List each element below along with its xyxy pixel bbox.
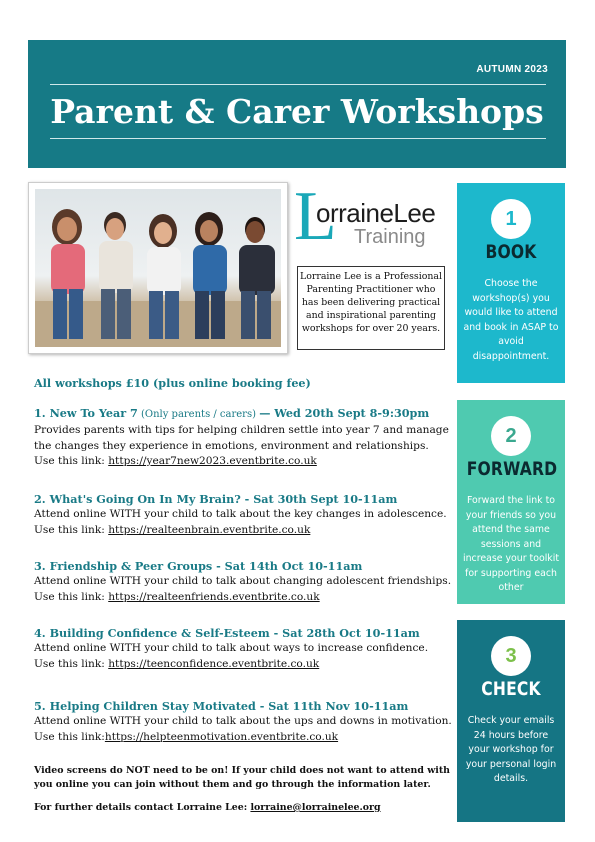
header-banner: [28, 40, 566, 168]
season-label: AUTUMN 2023: [476, 64, 548, 75]
group-photo: [28, 182, 288, 354]
step-1-text: Choose the workshop(s) you would like to attend and book in ASAP to avoid disappointment.: [463, 278, 559, 362]
bio-box: Lorraine Lee is a Professional Parenting Practitioner who has been delivering practical and inspirational parenting workshops for over 20 years.: [297, 266, 445, 350]
header-rule-bottom: [50, 138, 546, 139]
step-1-number: 1: [491, 199, 531, 239]
people-illustration: [35, 189, 281, 347]
price-line: All workshops £10 (plus online booking fee): [34, 376, 311, 390]
workshop-3: [34, 558, 464, 605]
workshop-2-description: Attend online WITH your child to talk about the key changes in adolescence.: [34, 508, 447, 520]
workshop-3-title: 3. Friendship & Peer Groups - Sat 14th Oct 10-11am: [34, 559, 363, 573]
workshop-4: [34, 625, 464, 672]
workshop-3-link-line: Use this link: https://realteenfriends.eventbrite.co.uk: [34, 590, 320, 603]
step-1-panel: [457, 183, 565, 383]
step-3-title: CHECK: [481, 678, 541, 700]
workshop-2: [34, 491, 464, 538]
contact-line: For further details contact Lorraine Lee: lorraine@lorrainelee.org: [34, 802, 381, 813]
contact-email[interactable]: lorraine@lorrainelee.org: [250, 802, 381, 813]
step-2-panel: [457, 400, 565, 604]
step-1-title: BOOK: [485, 241, 537, 263]
step-2-text: Forward the link to your friends so you attend the same sessions and increase your toolkit for supporting each other: [463, 495, 560, 593]
page-title: Parent & Carer Workshops: [50, 92, 544, 131]
workshop-3-description: Attend online WITH your child to talk about changing adolescent friendships.: [34, 575, 452, 587]
workshop-1-link-line: Use this link: https://year7new2023.eventbrite.co.uk: [34, 455, 317, 467]
photo-scene: [35, 189, 281, 347]
step-2-title: FORWARD: [466, 458, 558, 480]
logo-tagline: Training: [354, 226, 426, 248]
step-2-number: 2: [491, 416, 531, 456]
logo-name: orraineLee: [316, 198, 436, 228]
workshop-5-description: Attend online WITH your child to talk about the ups and downs in motivation.: [34, 715, 452, 727]
lorraine-lee-training-logo: [294, 178, 454, 255]
video-note: Video screens do NOT need to be on! If your child does not want to attend with you online you can join without them and go through the information later.: [34, 765, 450, 790]
workshop-5-link-line: Use this link:https://helpteenmotivation.eventbrite.co.uk: [34, 730, 339, 743]
workshop-2-link-line: Use this link: https://realteenbrain.eventbrite.co.uk: [34, 523, 311, 536]
step-3-text: Check your emails 24 hours before your workshop for your personal login details.: [465, 715, 557, 784]
workshop-1-description: Provides parents with tips for helping children settle into year 7 and manage the changes they experience in emotions, environment and relationships.: [34, 424, 449, 452]
workshop-1: [34, 405, 464, 470]
step-3-panel: [457, 620, 565, 822]
workshop-2-link[interactable]: https://realteenbrain.eventbrite.co.uk: [108, 523, 311, 536]
workshop-1-link[interactable]: https://year7new2023.eventbrite.co.uk: [108, 455, 317, 467]
workshop-4-link-line: Use this link: https://teenconfidence.eventbrite.co.uk: [34, 657, 320, 670]
workshop-4-title: 4. Building Confidence & Self-Esteem - Sat 28th Oct 10-11am: [34, 626, 420, 640]
logo-letter: L: [294, 178, 337, 255]
step-3-number: 3: [491, 636, 531, 676]
workshop-5-link[interactable]: https://helpteenmotivation.eventbrite.co.uk: [104, 730, 339, 743]
workshop-4-description: Attend online WITH your child to talk about ways to increase confidence.: [34, 642, 429, 654]
workshop-1-title: 1. New To Year 7 (Only parents / carers) — Wed 20th Sept 8-9:30pm: [34, 406, 430, 420]
workshop-4-link[interactable]: https://teenconfidence.eventbrite.co.uk: [108, 657, 320, 670]
workshop-3-link[interactable]: https://realteenfriends.eventbrite.co.uk: [108, 590, 320, 603]
workshop-2-title: 2. What's Going On In My Brain? - Sat 30th Sept 10-11am: [34, 492, 398, 506]
workshop-5-title: 5. Helping Children Stay Motivated - Sat 11th Nov 10-11am: [34, 699, 409, 713]
workshop-5: [34, 698, 464, 745]
header-rule-top: [50, 84, 546, 85]
